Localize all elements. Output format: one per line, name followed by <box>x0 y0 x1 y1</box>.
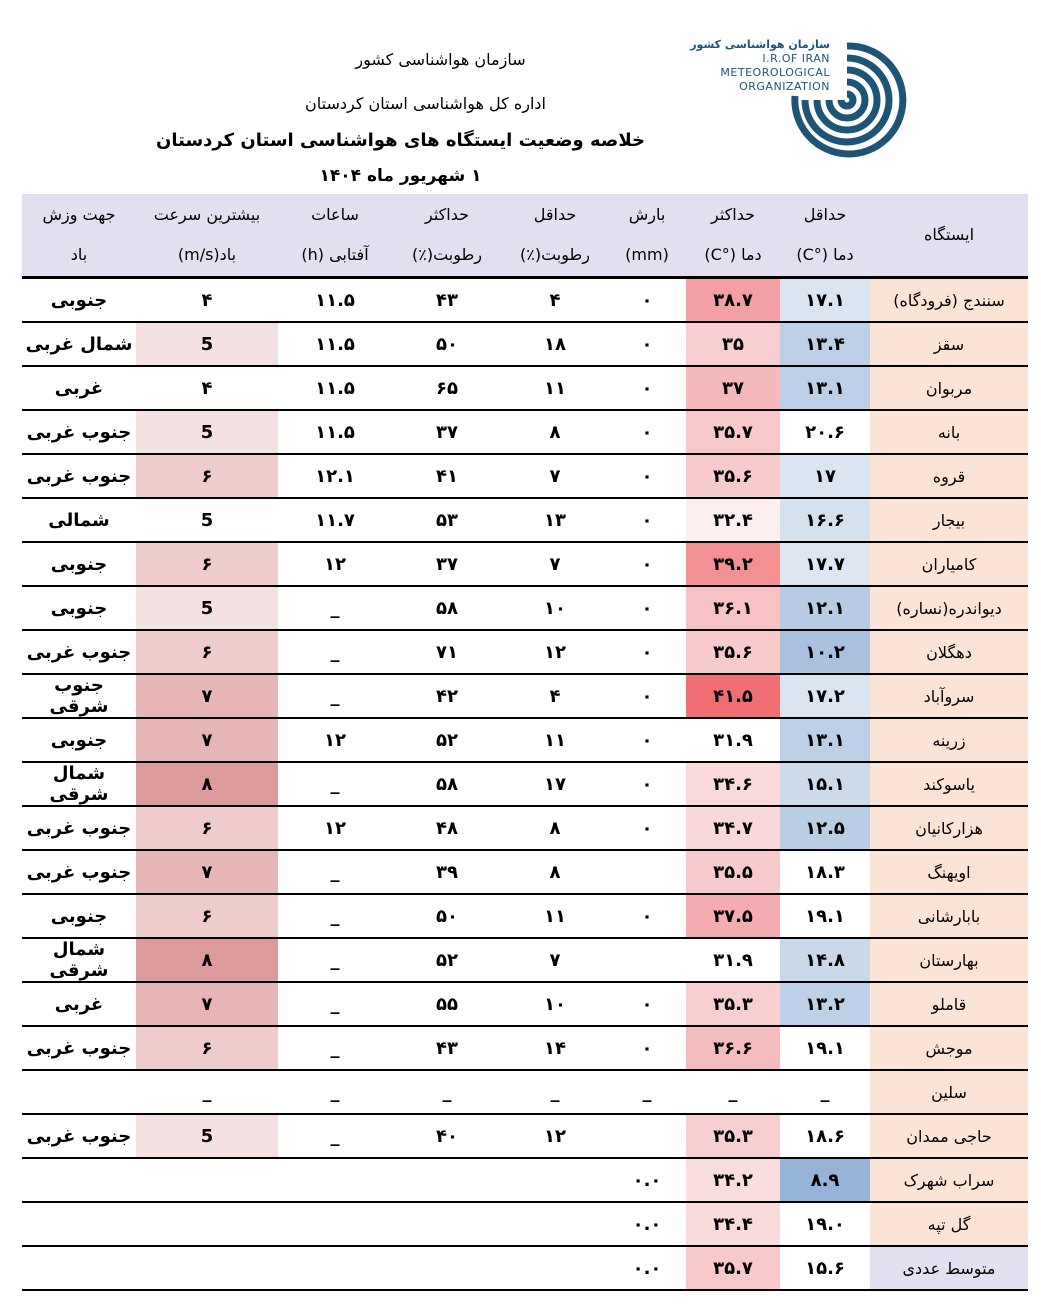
cell-wind: ۸ <box>136 938 278 982</box>
cell-sun <box>278 1246 392 1290</box>
cell-tmin: ۱۷.۷ <box>780 542 870 586</box>
cell-rain: ۰ <box>608 806 686 850</box>
cell-dir <box>22 1202 136 1246</box>
cell-hmin: ۱۰ <box>502 586 608 630</box>
report-date: ۱ شهریور ماه ۱۴۰۴ <box>319 166 482 186</box>
cell-sun: ۱۲ <box>278 718 392 762</box>
cell-station: سراب شهرک <box>870 1158 1028 1202</box>
cell-tmin: ۱۵.۶ <box>780 1246 870 1290</box>
cell-hmin: ۷ <box>502 542 608 586</box>
cell-tmin: ۱۲.۱ <box>780 586 870 630</box>
cell-sun: ۱۲.۱ <box>278 454 392 498</box>
cell-sun <box>278 1158 392 1202</box>
cell-tmin: ۱۷ <box>780 454 870 498</box>
cell-wind: ۷ <box>136 850 278 894</box>
cell-tmax: ۳۵.۶ <box>686 454 780 498</box>
cell-sun: _ <box>278 894 392 938</box>
cell-wind <box>136 1158 278 1202</box>
cell-wind: ۶ <box>136 1026 278 1070</box>
cell-dir: شمال شرقی <box>22 938 136 982</box>
cell-hmin: ۱۱ <box>502 718 608 762</box>
cell-station: سروآباد <box>870 674 1028 718</box>
cell-rain: ۰ <box>608 586 686 630</box>
cell-rain: ۰ <box>608 894 686 938</box>
logo-persian-text: سازمان هواشناسی کشور <box>690 38 830 51</box>
cell-wind: ۶ <box>136 806 278 850</box>
table-row <box>22 674 1028 718</box>
cell-hmax: ۳۷ <box>392 542 502 586</box>
cell-dir: غربی <box>22 366 136 410</box>
cell-sun: _ <box>278 1070 392 1114</box>
cell-station: یاسوکند <box>870 762 1028 806</box>
cell-wind: 5 <box>136 586 278 630</box>
cell-rain: ۰.۰ <box>608 1158 686 1202</box>
cell-wind: ۶ <box>136 542 278 586</box>
cell-station: قروه <box>870 454 1028 498</box>
table-row <box>22 410 1028 454</box>
cell-hmax: ۳۷ <box>392 410 502 454</box>
cell-hmax: ۳۹ <box>392 850 502 894</box>
cell-tmax: ۳۵.۵ <box>686 850 780 894</box>
cell-rain: ۰ <box>608 630 686 674</box>
column-header-line2: رطوبت(٪) <box>412 245 482 264</box>
table-row <box>22 894 1028 938</box>
cell-tmax: ۳۶.۱ <box>686 586 780 630</box>
column-header-line1: ایستگاه <box>923 225 975 244</box>
cell-tmax: ۳۸.۷ <box>686 278 780 323</box>
column-header-line2: باد(m/s) <box>177 245 237 264</box>
cell-dir: جنوبی <box>22 894 136 938</box>
cell-tmin: ۱۲.۵ <box>780 806 870 850</box>
cell-station: هزارکانیان <box>870 806 1028 850</box>
cell-tmin: ۲۰.۶ <box>780 410 870 454</box>
cell-sun: _ <box>278 674 392 718</box>
cell-sun: ۱۱.۵ <box>278 278 392 323</box>
cell-sun: _ <box>278 1026 392 1070</box>
cell-hmin: ۱۴ <box>502 1026 608 1070</box>
cell-sun: _ <box>278 938 392 982</box>
table-row <box>22 498 1028 542</box>
cell-rain: ۰ <box>608 674 686 718</box>
column-header-line1: حداکثر <box>710 205 755 224</box>
column-header <box>278 194 392 278</box>
column-header-line1: حداقل <box>533 205 577 224</box>
cell-hmax: ۴۰ <box>392 1114 502 1158</box>
cell-dir <box>22 1246 136 1290</box>
cell-tmin: ۱۷.۱ <box>780 278 870 323</box>
cell-hmax <box>392 1246 502 1290</box>
cell-hmin: _ <box>502 1070 608 1114</box>
cell-tmax: ۳۲.۴ <box>686 498 780 542</box>
table-row <box>22 586 1028 630</box>
table-row <box>22 454 1028 498</box>
cell-hmax: ۴۱ <box>392 454 502 498</box>
weather-summary-table <box>22 194 1028 1291</box>
cell-hmin: ۸ <box>502 410 608 454</box>
column-header-line1: جهت وزش <box>42 205 116 224</box>
table-row <box>22 762 1028 806</box>
cell-dir <box>22 1070 136 1114</box>
table-row <box>22 806 1028 850</box>
cell-wind: ۸ <box>136 762 278 806</box>
column-header-line1: بارش <box>628 205 666 224</box>
cell-rain: ۰ <box>608 278 686 323</box>
cell-tmin: ۱۸.۳ <box>780 850 870 894</box>
cell-hmax: ۵۵ <box>392 982 502 1026</box>
cell-wind: 5 <box>136 410 278 454</box>
cell-dir: جنوب غربی <box>22 454 136 498</box>
column-header <box>870 194 1028 278</box>
cell-station: سنندج (فرودگاه) <box>870 278 1028 323</box>
column-header <box>502 194 608 278</box>
cell-wind: 5 <box>136 498 278 542</box>
cell-station: بیجار <box>870 498 1028 542</box>
cell-hmax: ۴۸ <box>392 806 502 850</box>
cell-tmin: ۱۰.۲ <box>780 630 870 674</box>
table-row <box>22 938 1028 982</box>
org-name: سازمان هواشناسی کشور <box>355 50 526 69</box>
table-row <box>22 278 1028 323</box>
cell-rain: ۰ <box>608 762 686 806</box>
cell-tmin: ۱۳.۱ <box>780 366 870 410</box>
cell-tmin: ۱۶.۶ <box>780 498 870 542</box>
cell-hmin: ۴ <box>502 278 608 323</box>
cell-station: قاملو <box>870 982 1028 1026</box>
cell-tmax: ۳۵ <box>686 322 780 366</box>
cell-dir: جنوبی <box>22 278 136 323</box>
cell-hmax: ۵۳ <box>392 498 502 542</box>
cell-tmin: _ <box>780 1070 870 1114</box>
table-row <box>22 1202 1028 1246</box>
cell-tmin: ۸.۹ <box>780 1158 870 1202</box>
cell-hmax: ۵۲ <box>392 938 502 982</box>
column-header <box>686 194 780 278</box>
cell-wind <box>136 1246 278 1290</box>
cell-dir: جنوب غربی <box>22 410 136 454</box>
table-row <box>22 982 1028 1026</box>
cell-tmax: ۳۱.۹ <box>686 718 780 762</box>
cell-tmin: ۱۴.۸ <box>780 938 870 982</box>
cell-hmax: ۷۱ <box>392 630 502 674</box>
column-header-line2: (mm) <box>625 245 669 264</box>
cell-tmax: ۳۵.۶ <box>686 630 780 674</box>
cell-hmin: ۴ <box>502 674 608 718</box>
column-header <box>780 194 870 278</box>
cell-hmax: ۵۰ <box>392 322 502 366</box>
cell-tmax: ۳۴.۷ <box>686 806 780 850</box>
cell-tmin: ۱۳.۴ <box>780 322 870 366</box>
column-header-line2: باد <box>70 245 88 264</box>
cell-station: کامیاران <box>870 542 1028 586</box>
column-header <box>136 194 278 278</box>
cell-hmax: ۴۳ <box>392 1026 502 1070</box>
cell-tmin: ۱۸.۶ <box>780 1114 870 1158</box>
cell-rain <box>608 850 686 894</box>
column-header <box>392 194 502 278</box>
cell-tmin: ۱۵.۱ <box>780 762 870 806</box>
cell-station: بابارشانی <box>870 894 1028 938</box>
cell-rain: ۰ <box>608 982 686 1026</box>
table-row <box>22 630 1028 674</box>
cell-tmax: ۴۱.۵ <box>686 674 780 718</box>
column-header <box>22 194 136 278</box>
cell-tmax: _ <box>686 1070 780 1114</box>
column-header-line2: آفتابی (h) <box>301 245 369 264</box>
cell-rain: ۰ <box>608 542 686 586</box>
cell-hmax: ۵۸ <box>392 762 502 806</box>
cell-hmax: ۵۰ <box>392 894 502 938</box>
cell-tmax: ۳۴.۴ <box>686 1202 780 1246</box>
cell-rain: ۰ <box>608 718 686 762</box>
cell-tmax: ۳۷ <box>686 366 780 410</box>
cell-tmax: ۳۹.۲ <box>686 542 780 586</box>
cell-sun: ۱۲ <box>278 542 392 586</box>
cell-sun: ۱۱.۵ <box>278 410 392 454</box>
cell-wind: 5 <box>136 1114 278 1158</box>
table-row <box>22 542 1028 586</box>
cell-tmin: ۱۹.۰ <box>780 1202 870 1246</box>
cell-tmin: ۱۳.۲ <box>780 982 870 1026</box>
cell-station: گل تپه <box>870 1202 1028 1246</box>
table-row <box>22 1114 1028 1158</box>
column-header-line1: بیشترین سرعت <box>153 205 261 224</box>
cell-rain: ۰ <box>608 322 686 366</box>
cell-wind: ۶ <box>136 454 278 498</box>
column-header-line2: دما (°C) <box>796 245 854 264</box>
table-row <box>22 718 1028 762</box>
table-row <box>22 1070 1028 1114</box>
cell-sun: _ <box>278 850 392 894</box>
cell-rain: ۰ <box>608 366 686 410</box>
cell-sun <box>278 1202 392 1246</box>
cell-station: دیواندره(نساره) <box>870 586 1028 630</box>
cell-hmin: ۱۱ <box>502 366 608 410</box>
cell-dir: جنوبی <box>22 718 136 762</box>
column-header-line2: رطوبت(٪) <box>520 245 590 264</box>
cell-tmin: ۱۷.۲ <box>780 674 870 718</box>
cell-sun: _ <box>278 1114 392 1158</box>
logo-line-3: ORGANIZATION <box>739 80 830 93</box>
organization-logo <box>690 38 915 163</box>
column-header-line1: ساعات <box>311 205 359 224</box>
table-row <box>22 366 1028 410</box>
cell-rain: ۰.۰ <box>608 1246 686 1290</box>
cell-wind: ۶ <box>136 630 278 674</box>
cell-station: دهگلان <box>870 630 1028 674</box>
cell-dir: شمالی <box>22 498 136 542</box>
cell-tmax: ۳۵.۳ <box>686 982 780 1026</box>
cell-hmax: ۴۳ <box>392 278 502 323</box>
table-row <box>22 1246 1028 1290</box>
logo-line-2: METEOROLOGICAL <box>720 66 830 79</box>
cell-sun: ۱۱.۵ <box>278 322 392 366</box>
cell-hmax: _ <box>392 1070 502 1114</box>
cell-sun: ۱۲ <box>278 806 392 850</box>
cell-hmin: ۸ <box>502 806 608 850</box>
cell-tmin: ۱۹.۱ <box>780 1026 870 1070</box>
cell-rain: ۰ <box>608 1026 686 1070</box>
cell-tmax: ۳۶.۶ <box>686 1026 780 1070</box>
cell-dir: جنوب غربی <box>22 850 136 894</box>
cell-sun: _ <box>278 630 392 674</box>
cell-station: زرینه <box>870 718 1028 762</box>
cell-dir: جنوب غربی <box>22 1114 136 1158</box>
cell-dir: جنوب غربی <box>22 1026 136 1070</box>
cell-wind: ۴ <box>136 366 278 410</box>
column-header-line2: دما (°C) <box>704 245 762 264</box>
cell-hmax: ۵۲ <box>392 718 502 762</box>
cell-station: بهارستان <box>870 938 1028 982</box>
cell-rain: _ <box>608 1070 686 1114</box>
cell-rain: ۰.۰ <box>608 1202 686 1246</box>
cell-wind: ۷ <box>136 982 278 1026</box>
cell-dir: شمال شرقی <box>22 762 136 806</box>
cell-rain <box>608 1114 686 1158</box>
dept-name: اداره کل هواشناسی استان کردستان <box>305 94 546 113</box>
cell-wind: ۴ <box>136 278 278 323</box>
cell-tmax: ۳۱.۹ <box>686 938 780 982</box>
cell-dir: جنوب غربی <box>22 630 136 674</box>
cell-hmin: ۷ <box>502 454 608 498</box>
cell-hmin: ۱۱ <box>502 894 608 938</box>
column-header-line1: حداکثر <box>424 205 469 224</box>
cell-dir: غربی <box>22 982 136 1026</box>
cell-hmax: ۶۵ <box>392 366 502 410</box>
cell-hmin: ۸ <box>502 850 608 894</box>
cell-hmax: ۴۲ <box>392 674 502 718</box>
cell-tmax: ۳۷.۵ <box>686 894 780 938</box>
cell-hmin: ۱۸ <box>502 322 608 366</box>
table-row <box>22 322 1028 366</box>
cell-hmin: ۱۳ <box>502 498 608 542</box>
cell-hmax <box>392 1158 502 1202</box>
report-title: خلاصه وضعیت ایستگاه های هواشناسی استان کردستان <box>156 130 645 151</box>
cell-hmin <box>502 1202 608 1246</box>
cell-hmax <box>392 1202 502 1246</box>
cell-rain: ۰ <box>608 454 686 498</box>
cell-dir: جنوب شرقی <box>22 674 136 718</box>
cell-tmax: ۳۵.۷ <box>686 410 780 454</box>
cell-tmin: ۱۳.۱ <box>780 718 870 762</box>
table-header-row <box>22 194 1028 278</box>
cell-tmax: ۳۵.۳ <box>686 1114 780 1158</box>
cell-hmin: ۱۲ <box>502 630 608 674</box>
cell-dir <box>22 1158 136 1202</box>
table-row <box>22 1158 1028 1202</box>
cell-station: متوسط عددی <box>870 1246 1028 1290</box>
cell-dir: شمال غربی <box>22 322 136 366</box>
column-header <box>608 194 686 278</box>
cell-station: حاجی ممدان <box>870 1114 1028 1158</box>
cell-sun: ۱۱.۵ <box>278 366 392 410</box>
cell-station: بانه <box>870 410 1028 454</box>
column-header-line1: حداقل <box>803 205 847 224</box>
cell-hmin: ۱۰ <box>502 982 608 1026</box>
cell-rain: ۰ <box>608 498 686 542</box>
spiral-logo-icon <box>785 38 910 163</box>
cell-station: مربوان <box>870 366 1028 410</box>
cell-wind: ۷ <box>136 674 278 718</box>
cell-sun: _ <box>278 982 392 1026</box>
cell-hmax: ۵۸ <box>392 586 502 630</box>
cell-hmin: ۷ <box>502 938 608 982</box>
cell-dir: جنوب غربی <box>22 806 136 850</box>
cell-station: سلین <box>870 1070 1028 1114</box>
cell-station: سقز <box>870 322 1028 366</box>
cell-hmin <box>502 1158 608 1202</box>
cell-dir: جنوبی <box>22 542 136 586</box>
cell-rain <box>608 938 686 982</box>
cell-wind: ۶ <box>136 894 278 938</box>
table-row <box>22 850 1028 894</box>
cell-wind: 5 <box>136 322 278 366</box>
logo-line-1: I.R.OF IRAN <box>762 52 830 65</box>
cell-wind: ۷ <box>136 718 278 762</box>
cell-sun: ۱۱.۷ <box>278 498 392 542</box>
cell-hmin <box>502 1246 608 1290</box>
cell-station: موجش <box>870 1026 1028 1070</box>
cell-tmax: ۳۴.۶ <box>686 762 780 806</box>
cell-rain: ۰ <box>608 410 686 454</box>
cell-wind <box>136 1202 278 1246</box>
cell-tmax: ۳۵.۷ <box>686 1246 780 1290</box>
cell-tmax: ۳۴.۲ <box>686 1158 780 1202</box>
cell-station: اویهنگ <box>870 850 1028 894</box>
table-row <box>22 1026 1028 1070</box>
cell-tmin: ۱۹.۱ <box>780 894 870 938</box>
cell-sun: _ <box>278 762 392 806</box>
cell-wind: _ <box>136 1070 278 1114</box>
cell-hmin: ۱۲ <box>502 1114 608 1158</box>
cell-dir: جنوبی <box>22 586 136 630</box>
cell-sun: _ <box>278 586 392 630</box>
cell-hmin: ۱۷ <box>502 762 608 806</box>
